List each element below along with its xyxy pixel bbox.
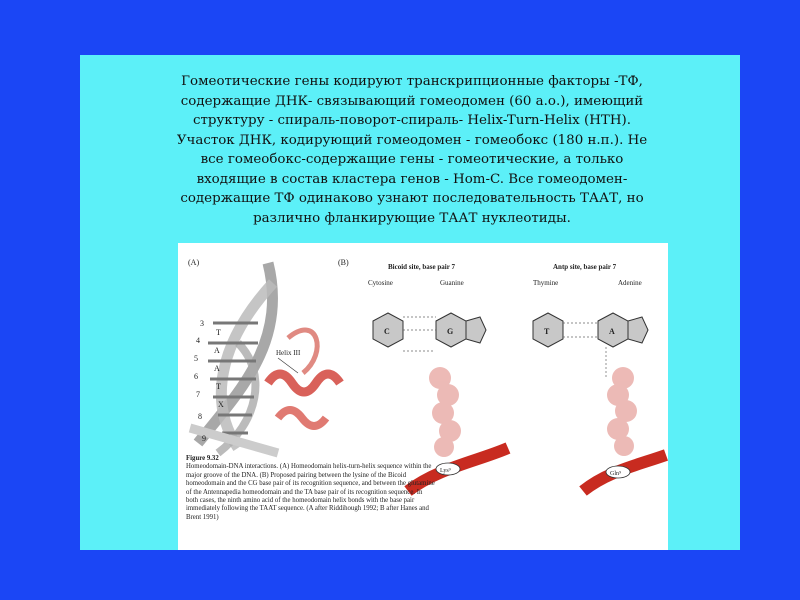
thymine-label: Thymine bbox=[533, 279, 559, 287]
base-letter-t-2: T bbox=[216, 382, 221, 391]
slide-panel bbox=[80, 55, 740, 550]
base-g-label: G bbox=[447, 327, 454, 336]
homeodomain-figure bbox=[178, 243, 668, 550]
base-letter-t: T bbox=[216, 328, 221, 337]
base-letter-a-2: A bbox=[214, 364, 220, 373]
glutamine-side-chain bbox=[607, 367, 637, 456]
base-a-label: A bbox=[609, 327, 615, 336]
lys-label: Lys⁹ bbox=[440, 468, 451, 474]
figure-caption bbox=[186, 455, 436, 522]
bicoid-title: Bicoid site, base pair 7 bbox=[388, 263, 455, 271]
base-number-3: 3 bbox=[200, 319, 204, 328]
base-number-8: 8 bbox=[198, 412, 202, 421]
lysine-side-chain bbox=[429, 367, 461, 457]
cytosine-label: Cytosine bbox=[368, 279, 393, 287]
base-c-label: C bbox=[384, 327, 390, 336]
guanine-label: Guanine bbox=[440, 279, 464, 287]
base-t-label: T bbox=[544, 327, 550, 336]
panel-a-label: (A) bbox=[188, 258, 200, 267]
cytosine-ring bbox=[373, 313, 403, 347]
base-number-9: 9 bbox=[202, 434, 206, 443]
antp-title: Antp site, base pair 7 bbox=[553, 263, 617, 271]
dna-double-helix bbox=[190, 263, 278, 453]
glutamine-backbone bbox=[583, 455, 666, 491]
gln-label: Gln⁹ bbox=[610, 471, 622, 477]
base-letter-x: X bbox=[218, 400, 224, 409]
caption-title: Figure 9.32 bbox=[186, 455, 219, 462]
slide-paragraph: Гомеотические гены кодируют транскрипционные факторы -ТФ, содержащие ДНК- связывающий гомеодомен (60 а.о.), имеющий структуру - спираль-поворот-спираль- Helix-Turn-Helix (HTH). Участок ДНК, кодирующий гомеодомен - гомеобокс (180 н.п.). Не все гомеобокс-содержащие гены - гомеотические, а только входящие в состав кластера генов - Hom-C. Все гомеодомен-содержащие ТФ одинаково узнают последовательность ТААТ, но различно фланкирующие ТААТ нуклеотиды. bbox=[176, 74, 648, 226]
guanine-ring bbox=[436, 313, 486, 347]
thymine-ring bbox=[533, 313, 563, 347]
base-number-5: 5 bbox=[194, 354, 198, 363]
base-number-6: 6 bbox=[194, 372, 198, 381]
base-number-4: 4 bbox=[196, 336, 200, 345]
base-number-7: 7 bbox=[196, 390, 200, 399]
adenine-label: Adenine bbox=[618, 279, 642, 287]
base-letter-a: A bbox=[214, 346, 220, 355]
helix-iii-ribbon bbox=[268, 330, 340, 426]
adenine-ring bbox=[598, 313, 648, 347]
caption-text: Homeodomain-DNA interactions. (A) Homeodomain helix-turn-helix sequence within the major groove of the DNA. (B) Proposed pairing between the lysine of the Bicoid homeodomain and the CG base pair of its recognition sequence, and between the glutamine of the Antennapedia homeodomain and the TA base pair of its recognition sequence. In both cases, the ninth amino acid of the homeodomain helix bonds with the base pair immediately following the TAAT sequence. (A after Riddihough 1992; B after Hanes and Brent 1991) bbox=[186, 463, 435, 521]
bicoid-hbonds bbox=[403, 317, 436, 351]
helix-iii-label: Helix III bbox=[276, 349, 301, 357]
panel-b-label: (B) bbox=[338, 258, 349, 267]
